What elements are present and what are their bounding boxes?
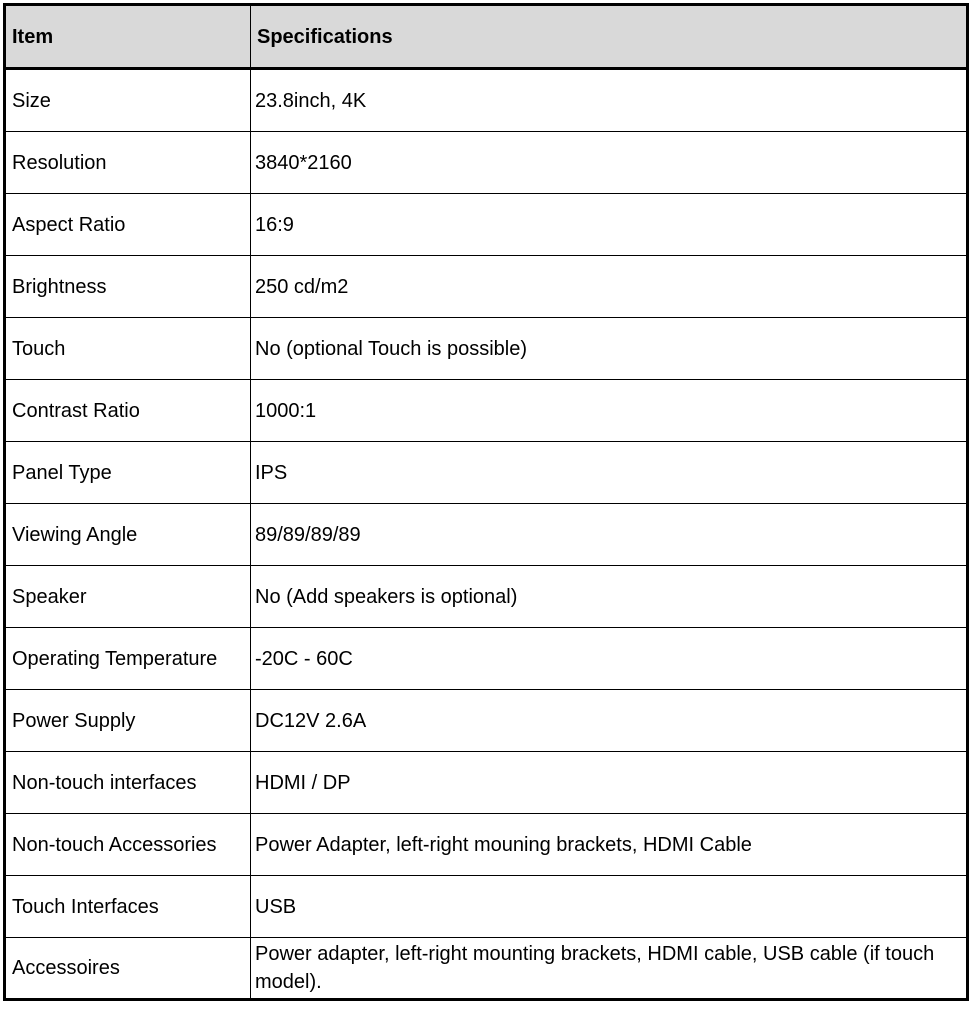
item-cell: Aspect Ratio (5, 194, 251, 256)
table-row (5, 442, 968, 504)
header-row (5, 5, 968, 69)
item-cell: Contrast Ratio (5, 380, 251, 442)
spec-cell: DC12V 2.6A (251, 690, 968, 752)
table-row (5, 256, 968, 318)
table-row (5, 380, 968, 442)
spec-cell: IPS (251, 442, 968, 504)
spec-cell: 23.8inch, 4K (251, 69, 968, 132)
table-row (5, 752, 968, 814)
specifications-table (3, 3, 969, 1001)
item-cell: Accessoires (5, 938, 251, 1000)
table-row (5, 318, 968, 380)
item-cell: Touch Interfaces (5, 876, 251, 938)
spec-cell: -20C - 60C (251, 628, 968, 690)
item-cell: Touch (5, 318, 251, 380)
table-row (5, 69, 968, 132)
spec-cell: No (Add speakers is optional) (251, 566, 968, 628)
spec-cell: 3840*2160 (251, 132, 968, 194)
item-cell: Size (5, 69, 251, 132)
spec-cell: 1000:1 (251, 380, 968, 442)
table-row (5, 628, 968, 690)
spec-cell: USB (251, 876, 968, 938)
item-cell: Resolution (5, 132, 251, 194)
item-cell: Non-touch Accessories (5, 814, 251, 876)
table-row (5, 814, 968, 876)
table-row (5, 566, 968, 628)
spec-cell: 89/89/89/89 (251, 504, 968, 566)
item-cell: Viewing Angle (5, 504, 251, 566)
spec-cell: Power Adapter, left-right mouning brackets, HDMI Cable (251, 814, 968, 876)
item-cell: Brightness (5, 256, 251, 318)
table-row (5, 132, 968, 194)
table-row (5, 938, 968, 1000)
item-cell: Speaker (5, 566, 251, 628)
spec-cell: 250 cd/m2 (251, 256, 968, 318)
table-row (5, 690, 968, 752)
table-row (5, 194, 968, 256)
item-cell: Power Supply (5, 690, 251, 752)
header-specifications: Specifications (251, 5, 968, 69)
table-header (5, 5, 968, 69)
spec-cell: Power adapter, left-right mounting brackets, HDMI cable, USB cable (if touch model). (251, 938, 968, 1000)
header-item: Item (5, 5, 251, 69)
spec-cell: HDMI / DP (251, 752, 968, 814)
table-row (5, 876, 968, 938)
item-cell: Panel Type (5, 442, 251, 504)
item-cell: Operating Temperature (5, 628, 251, 690)
table-row (5, 504, 968, 566)
table-body (5, 69, 968, 1000)
spec-cell: No (optional Touch is possible) (251, 318, 968, 380)
item-cell: Non-touch interfaces (5, 752, 251, 814)
spec-cell: 16:9 (251, 194, 968, 256)
